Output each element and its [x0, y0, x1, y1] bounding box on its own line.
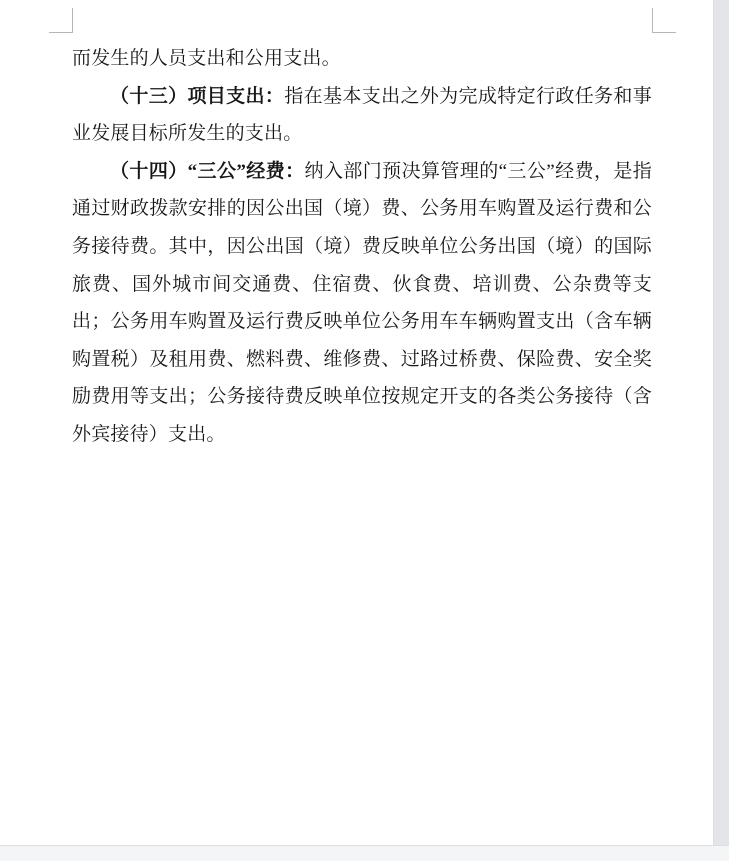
paragraph-body: 指在基本支出之外为完成特定行政任务和事业发展目标所发生的支出。 [72, 85, 652, 145]
text-boundary-mark-top-right-icon [652, 8, 676, 33]
paragraph [72, 40, 652, 78]
paragraph [72, 153, 652, 454]
paragraph-body: 纳入部门预决算管理的“三公”经费，是指通过财政拨款安排的因公出国（境）费、公务用车购置及运行费和公务接待费。其中，因公出国（境）费反映单位公务出国（境）的国际旅费、国外城市间交通费、住宿费、伙食费、培训费、公杂费等支出；公务用车购置及运行费反映单位公务用车车辆购置支出（含车辆购置税）及租用费、燃料费、维修费、过路过桥费、保险费、安全奖励费用等支出；公务接待费反映单位按规定开支的各类公务接待（含外宾接待）支出。 [72, 160, 653, 445]
paragraph-heading: （十四）“三公”经费： [110, 160, 305, 182]
paragraph [72, 78, 652, 153]
paragraph-heading: （十三）项目支出： [110, 85, 285, 107]
document-text-area[interactable] [72, 40, 652, 454]
vertical-scrollbar-track[interactable] [713, 0, 729, 845]
horizontal-scrollbar-track[interactable] [0, 845, 729, 861]
paragraph-body: 而发生的人员支出和公用支出。 [72, 48, 341, 69]
text-boundary-mark-top-left-icon [49, 8, 73, 33]
